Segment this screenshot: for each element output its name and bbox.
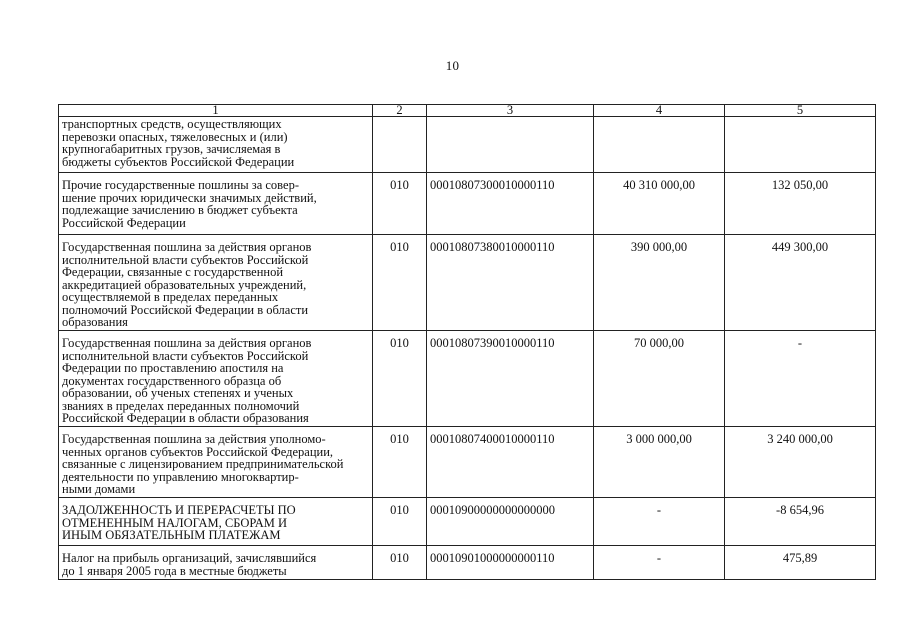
- row-kbk: 00010900000000000000: [427, 498, 594, 546]
- row-fact: -: [725, 331, 876, 427]
- row-name: Государственная пошлина за действия органов исполнительной власти субъектов Российской Федерации по проставлению апостиля на документах государственного образца об образовании, об ученых степенях и ученых званиях в пределах переданных полномочий Российской Федерации в области образования: [59, 331, 373, 427]
- row-code: [373, 117, 427, 173]
- row-name: Государственная пошлина за действия уполномо- ченных органов субъектов Российской Федерации, связанные с лицензированием предпринимательской деятельности по управлению многоквартир- ными домами: [59, 427, 373, 498]
- row-fact: -8 654,96: [725, 498, 876, 546]
- col-header-fact: 5: [725, 105, 876, 117]
- row-plan: 390 000,00: [594, 235, 725, 331]
- table-row: [59, 498, 876, 546]
- row-fact: 449 300,00: [725, 235, 876, 331]
- row-kbk: 00010901000000000110: [427, 546, 594, 580]
- row-code: 010: [373, 546, 427, 580]
- table-row: [59, 235, 876, 331]
- row-plan: 70 000,00: [594, 331, 725, 427]
- row-kbk: 00010807400010000110: [427, 427, 594, 498]
- row-kbk: 00010807300010000110: [427, 173, 594, 235]
- table-row: [59, 427, 876, 498]
- row-name: Налог на прибыль организаций, зачислявшийся до 1 января 2005 года в местные бюджеты: [59, 546, 373, 580]
- row-code: 010: [373, 427, 427, 498]
- row-code: 010: [373, 235, 427, 331]
- table-row: [59, 117, 876, 173]
- row-plan: [594, 117, 725, 173]
- col-header-kbk: 3: [427, 105, 594, 117]
- row-fact: [725, 117, 876, 173]
- row-name: Государственная пошлина за действия органов исполнительной власти субъектов Российской Федерации, связанные с государственной аккредитацией образовательных учреждений, осуществляемой в пределах переданных полномочий Российской Федерации в области образования: [59, 235, 373, 331]
- row-plan: 40 310 000,00: [594, 173, 725, 235]
- table-row: [59, 173, 876, 235]
- row-kbk: 00010807380010000110: [427, 235, 594, 331]
- row-plan: 3 000 000,00: [594, 427, 725, 498]
- row-fact: 3 240 000,00: [725, 427, 876, 498]
- row-plan: -: [594, 546, 725, 580]
- row-fact: 475,89: [725, 546, 876, 580]
- revenue-table: [58, 104, 876, 580]
- row-code: 010: [373, 498, 427, 546]
- row-name: транспортных средств, осуществляющих перевозки опасных, тяжеловесных и (или) крупногабаритных грузов, зачисляемая в бюджеты субъектов Российской Федерации: [59, 117, 373, 173]
- page-number: 10: [445, 58, 460, 73]
- row-fact: 132 050,00: [725, 173, 876, 235]
- col-header-name: 1: [59, 105, 373, 117]
- row-code: 010: [373, 331, 427, 427]
- col-header-code: 2: [373, 105, 427, 117]
- row-kbk: 00010807390010000110: [427, 331, 594, 427]
- table-row: [59, 331, 876, 427]
- row-code: 010: [373, 173, 427, 235]
- row-name: ЗАДОЛЖЕННОСТЬ И ПЕРЕРАСЧЕТЫ ПО ОТМЕНЕННЫМ НАЛОГАМ, СБОРАМ И ИНЫМ ОБЯЗАТЕЛЬНЫМ ПЛАТЕЖАМ: [59, 498, 373, 546]
- row-plan: -: [594, 498, 725, 546]
- table-header-row: [59, 105, 876, 117]
- table-row: [59, 546, 876, 580]
- row-kbk: [427, 117, 594, 173]
- col-header-plan: 4: [594, 105, 725, 117]
- row-name: Прочие государственные пошлины за совер- шение прочих юридически значимых действий, подлежащие зачислению в бюджет субъекта Российской Федерации: [59, 173, 373, 235]
